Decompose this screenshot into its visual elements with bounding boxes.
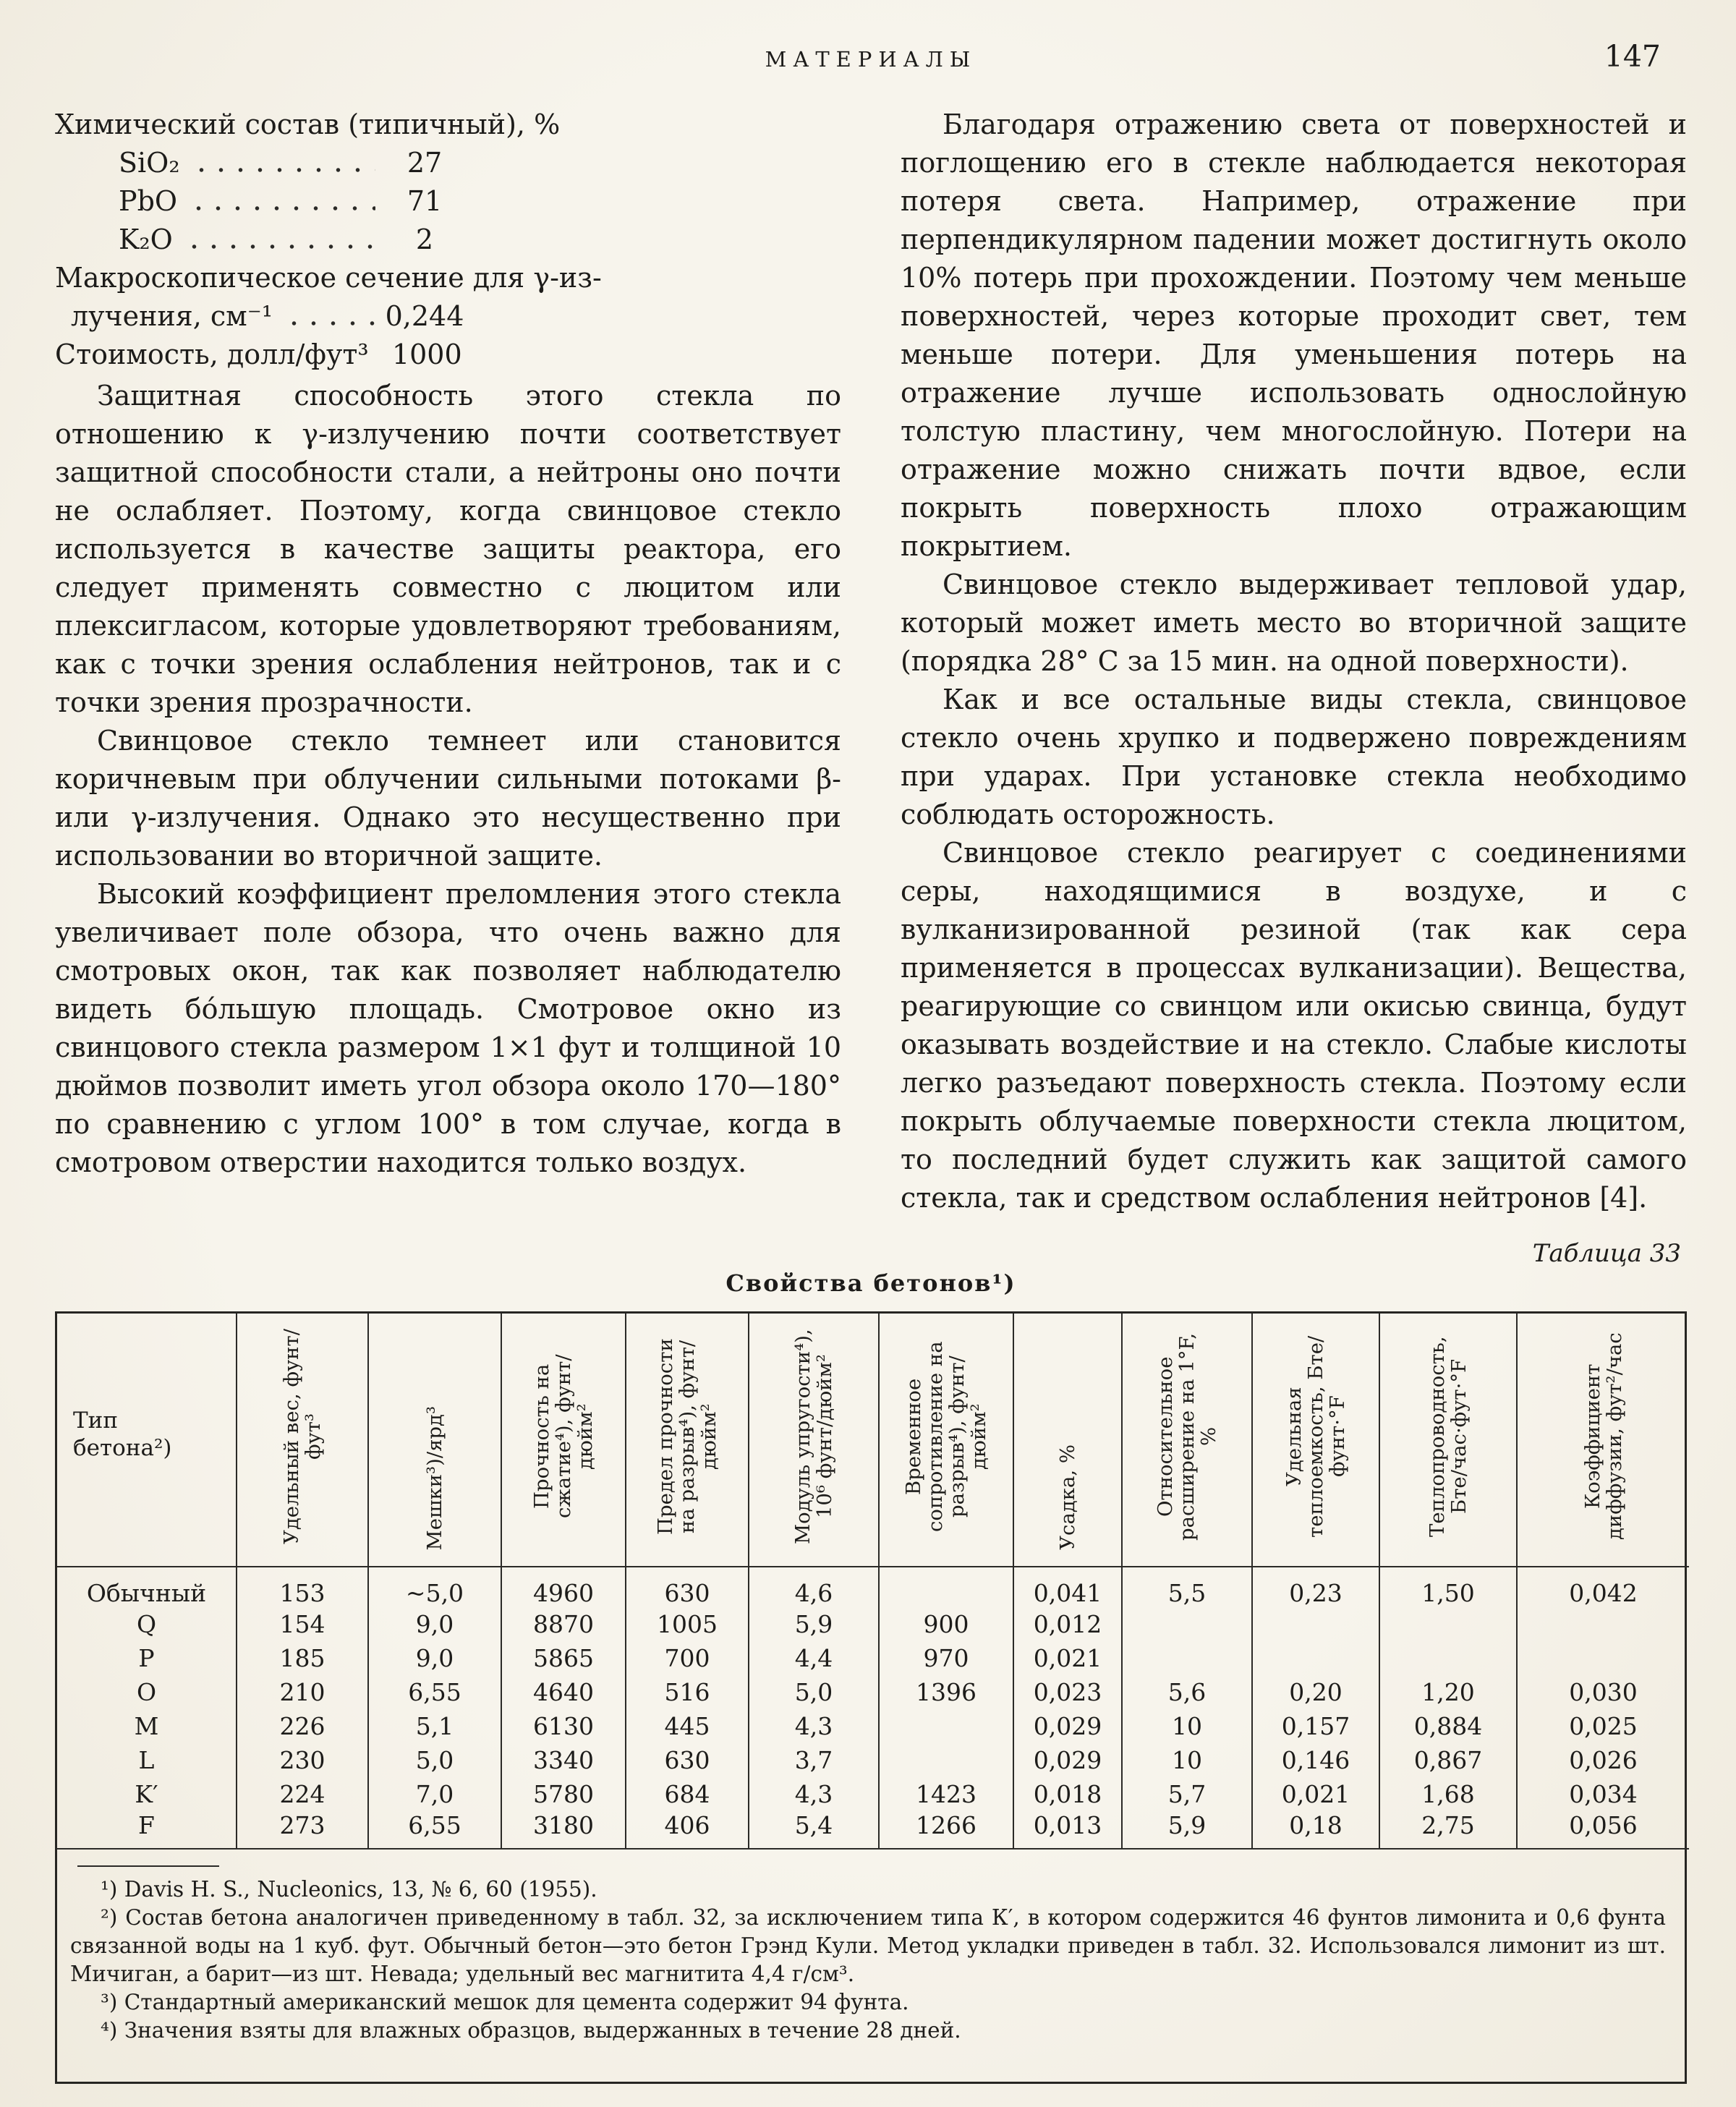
table-cell: 0,157 bbox=[1252, 1709, 1379, 1743]
table-cell: 0,20 bbox=[1252, 1675, 1379, 1709]
table-cell: 9,0 bbox=[368, 1641, 501, 1675]
table-cell: 10 bbox=[1122, 1709, 1252, 1743]
table-cell: 0,056 bbox=[1517, 1811, 1689, 1849]
column-header bbox=[879, 1314, 1013, 1567]
composition-value: 2 bbox=[415, 224, 434, 255]
table-cell: 684 bbox=[626, 1777, 749, 1811]
column-header-label: Мешки³)/ярд³ bbox=[423, 1405, 446, 1550]
table-cell: 5,4 bbox=[749, 1811, 879, 1849]
table-cell: 153 bbox=[237, 1567, 368, 1607]
composition-label: SiO₂ bbox=[119, 147, 180, 179]
column-header-label: Тип бетона²) bbox=[73, 1407, 172, 1461]
dot-leader bbox=[189, 182, 375, 221]
dot-leader bbox=[192, 144, 375, 182]
table-cell bbox=[1517, 1607, 1689, 1641]
table-cell: 4,4 bbox=[749, 1641, 879, 1675]
table-cell: 1266 bbox=[879, 1811, 1013, 1849]
table-cell: 0,013 bbox=[1013, 1811, 1122, 1849]
footnote: ³) Стандартный американский мешок для цемента содержит 94 фунта. bbox=[101, 1990, 909, 2014]
column-header-label: Относительное расширение на 1°F, % bbox=[1154, 1332, 1220, 1541]
paragraph: Свинцовое стекло реагирует с соединениями серы, находящимися в воздухе, и с вулканизированной резиной (так как сера применяется в процессах вулканизации). Вещества, реагирующие со свинцом или окисью свинца, будут оказывать воздействие и на стекло. Слабые кислоты легко разъедают поверхность стекла. Поэтому если покрыть облучаемые поверхности стекла люцитом, то последний будет служить как защитой самого стекла, так и средством ослабления нейтронов [4]. bbox=[901, 837, 1687, 1214]
table-row bbox=[57, 1777, 1689, 1811]
table-cell bbox=[879, 1743, 1013, 1777]
table-cell: 5,6 bbox=[1122, 1675, 1252, 1709]
composition-title: Химический состав (типичный), % bbox=[55, 108, 561, 140]
table-cell: 0,021 bbox=[1013, 1641, 1122, 1675]
table-cell: 0,025 bbox=[1517, 1709, 1689, 1743]
table-cell: 210 bbox=[237, 1675, 368, 1709]
table-cell: 0,029 bbox=[1013, 1709, 1122, 1743]
table-cell: 900 bbox=[879, 1607, 1013, 1641]
footnotes bbox=[57, 1850, 1685, 2061]
paragraph: Как и все остальные виды стекла, свинцовое стекло очень хрупко и подвержено повреждениям при ударах. При установке стекла необходимо соблюдать осторожность. bbox=[901, 684, 1687, 830]
table-frame bbox=[55, 1311, 1687, 2084]
composition-value: 27 bbox=[407, 147, 443, 179]
table-cell: 0,030 bbox=[1517, 1675, 1689, 1709]
page-header bbox=[55, 39, 1687, 74]
table-cell: 3,7 bbox=[749, 1743, 879, 1777]
table-cell: 0,23 bbox=[1252, 1567, 1379, 1607]
dot-leader bbox=[284, 297, 375, 336]
page-number: 147 bbox=[1604, 39, 1661, 74]
row-label: Q bbox=[136, 1610, 157, 1638]
footnote: ²) Состав бетона аналогичен приведенному в табл. 32, за исключением типа К′, в котором содержится 46 фунтов лимонита и 0,6 фунта связанной воды на 1 куб. фут. Обычный бетон—это бетон Грэнд Кули. Метод укладки приведен в табл. 32. Использовался лимонит из шт. Мичиган, а барит—из шт. Невада; удельный вес магнитита 4,4 г/см³. bbox=[70, 1905, 1666, 1986]
column-header-label: Коэффициент диффузии, фут²/час bbox=[1580, 1332, 1626, 1541]
table-cell: 4,6 bbox=[749, 1567, 879, 1607]
column-header bbox=[501, 1314, 626, 1567]
header-row bbox=[57, 1314, 1689, 1567]
table-cell: 0,021 bbox=[1252, 1777, 1379, 1811]
table-cell: 0,042 bbox=[1517, 1567, 1689, 1607]
table-cell: 3340 bbox=[501, 1743, 626, 1777]
table-cell: 185 bbox=[237, 1641, 368, 1675]
table-cell bbox=[879, 1567, 1013, 1607]
table-body bbox=[57, 1567, 1689, 1849]
concrete-properties-table bbox=[57, 1314, 1689, 1850]
table-cell: 224 bbox=[237, 1777, 368, 1811]
table-cell: 1423 bbox=[879, 1777, 1013, 1811]
table-cell: 7,0 bbox=[368, 1777, 501, 1811]
left-column bbox=[55, 106, 841, 1217]
table-cell: 154 bbox=[237, 1607, 368, 1641]
composition-value: 71 bbox=[407, 185, 443, 217]
row-label: K′ bbox=[135, 1780, 158, 1808]
column-header-label: Модуль упругости⁴), 10⁶ фунт/дюйм² bbox=[791, 1329, 836, 1544]
table-row bbox=[57, 1811, 1689, 1849]
dot-leader bbox=[184, 221, 375, 259]
row-label: Обычный bbox=[86, 1579, 207, 1607]
table-cell: 1,20 bbox=[1379, 1675, 1517, 1709]
table-cell: ~5,0 bbox=[368, 1567, 501, 1607]
table-cell: 226 bbox=[237, 1709, 368, 1743]
column-header bbox=[368, 1314, 501, 1567]
composition-row bbox=[55, 259, 841, 297]
row-label: M bbox=[134, 1712, 159, 1740]
table-cell: 4,3 bbox=[749, 1777, 879, 1811]
table-cell: 5,5 bbox=[1122, 1567, 1252, 1607]
paragraph: Защитная способность этого стекла по отношению к γ-излучению почти соответствует защитной способности стали, а нейтроны оно почти не ослабляет. Поэтому, когда свинцовое стекло используется в качестве защиты реактора, его следует применять совместно с люцитом или плексигласом, которые удовлетворяют требованиям, как с точки зрения ослабления нейтронов, так и с точки зрения прозрачности. bbox=[55, 380, 841, 718]
table-cell: 5,0 bbox=[749, 1675, 879, 1709]
composition-value: 0,244 bbox=[385, 300, 464, 332]
paragraph: Свинцовое стекло выдерживает тепловой удар, который может иметь место во вторичной защите (порядка 28° С за 15 мин. на одной поверхности). bbox=[901, 569, 1687, 677]
table-row bbox=[57, 1675, 1689, 1709]
table-cell: 2,75 bbox=[1379, 1811, 1517, 1849]
composition-label: Стоимость, долл/фут³ bbox=[55, 339, 369, 370]
composition-row bbox=[55, 221, 471, 259]
table-cell: 0,867 bbox=[1379, 1743, 1517, 1777]
table-cell: 700 bbox=[626, 1641, 749, 1675]
table-cell bbox=[1379, 1641, 1517, 1675]
table-header bbox=[57, 1314, 1689, 1567]
table-cell: 5780 bbox=[501, 1777, 626, 1811]
table-cell: 630 bbox=[626, 1743, 749, 1777]
table-cell: 273 bbox=[237, 1811, 368, 1849]
table-cell: 0,041 bbox=[1013, 1567, 1122, 1607]
paragraph: Высокий коэффициент преломления этого стекла увеличивает поле обзора, что очень важно для смотровых окон, так как позволяет наблюдателю видеть бо́льшую площадь. Смотровое окно из свинцового стекла размером 1×1 фут и толщиной 10 дюймов позволит иметь угол обзора около 170—180° по сравнению с углом 100° в том случае, когда в смотровом отверстии находится только воздух. bbox=[55, 878, 841, 1178]
table-cell: 6,55 bbox=[368, 1811, 501, 1849]
table-cell: 4960 bbox=[501, 1567, 626, 1607]
table-cell: 4,3 bbox=[749, 1709, 879, 1743]
table-cell: 6130 bbox=[501, 1709, 626, 1743]
running-title: МАТЕРИАЛЫ bbox=[765, 47, 977, 72]
footnote: ⁴) Значения взяты для влажных образцов, выдержанных в течение 28 дней. bbox=[101, 2018, 961, 2043]
composition-list bbox=[55, 106, 841, 374]
table-row bbox=[57, 1709, 1689, 1743]
table-row bbox=[57, 1607, 1689, 1641]
column-header-label: Усадка, % bbox=[1056, 1444, 1079, 1550]
column-header bbox=[237, 1314, 368, 1567]
table-cell: 0,029 bbox=[1013, 1743, 1122, 1777]
column-header-label: Удельный вес, фунт/фут³ bbox=[280, 1329, 325, 1544]
table-cell: 0,018 bbox=[1013, 1777, 1122, 1811]
composition-label: Макроскопическое сечение для γ-из- bbox=[55, 262, 602, 294]
table-number-label: Таблица 33 bbox=[1532, 1239, 1681, 1268]
footnote: ¹) Davis H. S., Nucleonics, 13, № 6, 60 (1955). bbox=[101, 1877, 597, 1902]
table-row bbox=[57, 1743, 1689, 1777]
table-cell: 516 bbox=[626, 1675, 749, 1709]
table-cell: 0,023 bbox=[1013, 1675, 1122, 1709]
column-header-label: Прочность на сжатие⁴), фунт/дюйм² bbox=[530, 1354, 597, 1519]
composition-label: PbO bbox=[119, 185, 178, 217]
table-cell bbox=[1379, 1607, 1517, 1641]
table-cell: 445 bbox=[626, 1709, 749, 1743]
right-column bbox=[901, 106, 1687, 1217]
column-header bbox=[1252, 1314, 1379, 1567]
table-cell: 1005 bbox=[626, 1607, 749, 1641]
row-label: O bbox=[136, 1678, 157, 1706]
table-cell: 5,7 bbox=[1122, 1777, 1252, 1811]
table-cell: 5,9 bbox=[749, 1607, 879, 1641]
row-label: F bbox=[57, 1811, 237, 1849]
column-header-label: Предел прочности на разрыв⁴), фунт/дюйм² bbox=[654, 1338, 720, 1535]
text-columns bbox=[55, 106, 1687, 1217]
composition-row bbox=[55, 336, 471, 374]
table-cell bbox=[879, 1709, 1013, 1743]
paragraph: Свинцовое стекло темнеет или становится коричневым при облучении сильными потоками β- или γ-излучения. Однако это несущественно при использовании во вторичной защите. bbox=[55, 725, 841, 872]
table-cell: 0,034 bbox=[1517, 1777, 1689, 1811]
column-header bbox=[749, 1314, 879, 1567]
composition-row bbox=[55, 297, 471, 336]
table-cell: 9,0 bbox=[368, 1607, 501, 1641]
table-cell: 10 bbox=[1122, 1743, 1252, 1777]
table-cell: 0,18 bbox=[1252, 1811, 1379, 1849]
table-cell: 5,9 bbox=[1122, 1811, 1252, 1849]
table-cell: 1,68 bbox=[1379, 1777, 1517, 1811]
table-cell bbox=[1252, 1641, 1379, 1675]
table-cell: 8870 bbox=[501, 1607, 626, 1641]
table-cell: 0,884 bbox=[1379, 1709, 1517, 1743]
column-header bbox=[1379, 1314, 1517, 1567]
composition-row bbox=[55, 144, 471, 182]
table-cell bbox=[1122, 1607, 1252, 1641]
table-cell: 5,1 bbox=[368, 1709, 501, 1743]
table-caption: Свойства бетонов¹) bbox=[726, 1269, 1016, 1297]
table-row bbox=[57, 1641, 1689, 1675]
column-header-label: Временное сопротивление на разрыв⁴), фунт/дюйм² bbox=[902, 1341, 990, 1532]
table-cell: 0,012 bbox=[1013, 1607, 1122, 1641]
row-label: P bbox=[138, 1644, 155, 1672]
column-header bbox=[1122, 1314, 1252, 1567]
table-cell: 630 bbox=[626, 1567, 749, 1607]
table-cell bbox=[1122, 1641, 1252, 1675]
column-header bbox=[57, 1314, 237, 1567]
composition-label: K₂O bbox=[119, 224, 173, 255]
composition-value: 1000 bbox=[391, 339, 462, 370]
row-label: L bbox=[138, 1746, 155, 1774]
table-row bbox=[57, 1567, 1689, 1607]
composition-row bbox=[55, 182, 471, 221]
table-cell: 5,0 bbox=[368, 1743, 501, 1777]
table-cell bbox=[1517, 1641, 1689, 1675]
table-cell: 406 bbox=[626, 1811, 749, 1849]
column-header bbox=[1517, 1314, 1689, 1567]
table-cell bbox=[1252, 1607, 1379, 1641]
table-cell: 1,50 bbox=[1379, 1567, 1517, 1607]
paragraph: Благодаря отражению света от поверхностей и поглощению его в стекле наблюдается некоторая потеря света. Например, отражение при перпендикулярном падении может достигнуть около 10% потерь при прохождении. Поэтому чем меньше поверхностей, через которые проходит свет, тем меньше потери. Для уменьшения потерь на отражение лучше использовать однослойную толстую пластину, чем многослойную. Потери на отражение можно снижать почти вдвое, если покрыть поверхность плохо отражающим покрытием. bbox=[901, 108, 1687, 562]
table-cell: 0,026 bbox=[1517, 1743, 1689, 1777]
column-header bbox=[1013, 1314, 1122, 1567]
table-cell: 4640 bbox=[501, 1675, 626, 1709]
table-cell: 3180 bbox=[501, 1811, 626, 1849]
table-cell: 5865 bbox=[501, 1641, 626, 1675]
composition-label: лучения, см⁻¹ bbox=[71, 300, 273, 332]
column-header-label: Удельная теплоемкость, Бте/фунт·°F bbox=[1282, 1335, 1349, 1538]
table-cell: 1396 bbox=[879, 1675, 1013, 1709]
table-cell: 6,55 bbox=[368, 1675, 501, 1709]
footnote-rule bbox=[77, 1865, 219, 1867]
column-header bbox=[626, 1314, 749, 1567]
table-cell: 230 bbox=[237, 1743, 368, 1777]
table-cell: 0,146 bbox=[1252, 1743, 1379, 1777]
column-header-label: Теплопроводность, Бте/час·фут·°F bbox=[1426, 1336, 1471, 1537]
table-cell: 970 bbox=[879, 1641, 1013, 1675]
